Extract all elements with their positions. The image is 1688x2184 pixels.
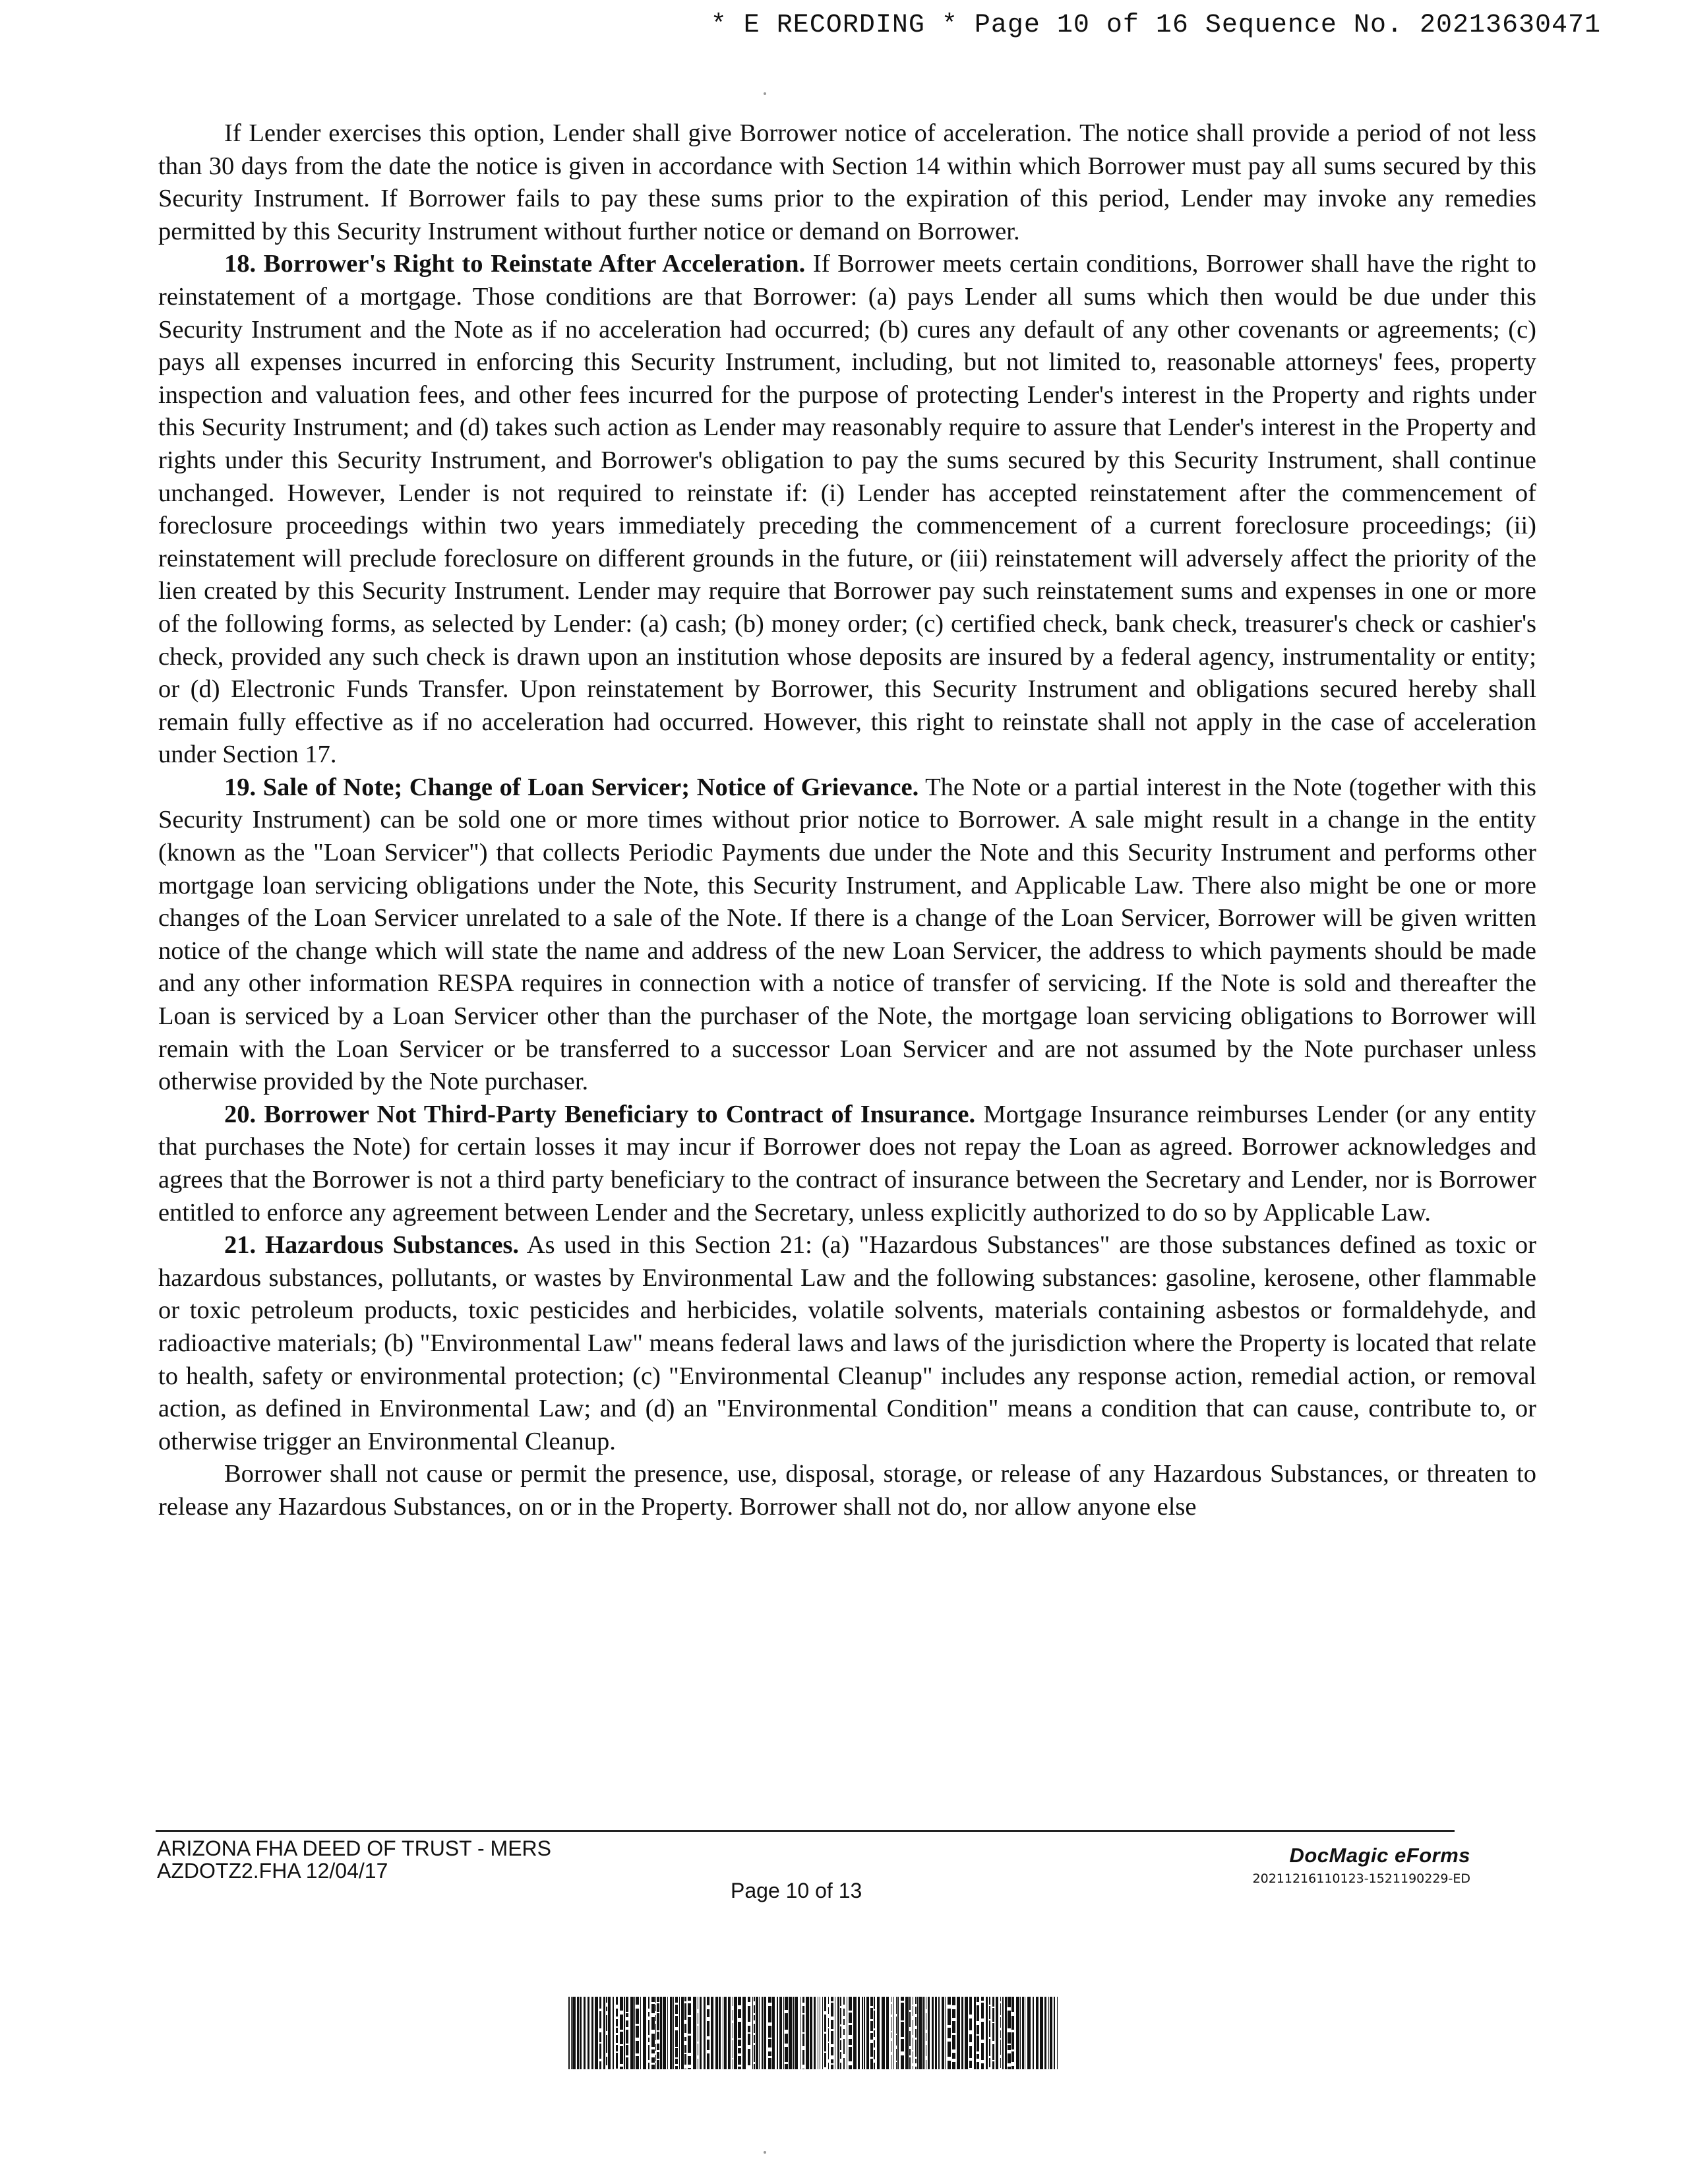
- footer-brand-block: [1253, 1844, 1470, 1886]
- paragraph-section-21: [158, 1229, 1536, 1458]
- paragraph-section-20: [158, 1099, 1536, 1229]
- footer-form-info: [157, 1837, 551, 1882]
- section-heading: 19. Sale of Note; Change of Loan Servicer; Notice of Grievance.: [224, 773, 919, 801]
- paragraph-text: Mortgage Insurance reimburses Lender (or any entity that purchases the Note) for certain losses it may incur if Borrower does not repay the Loan as agreed. Borrower acknowledges and agrees that the Borrower is not a third party beneficiary to the contract of insurance between the Secretary and Lender, nor is Borrower entitled to enforce any agreement between Lender and the Secretary, unless explicitly authorized to do so by Applicable Law.: [158, 1100, 1537, 1227]
- paragraph-section-21-continued: [158, 1458, 1536, 1523]
- form-title: ARIZONA FHA DEED OF TRUST - MERS: [157, 1836, 551, 1860]
- paragraph-section-18: [158, 248, 1536, 772]
- scan-speck: [764, 2151, 766, 2154]
- paragraph-text: If Borrower meets certain conditions, Borrower shall have the right to reinstatement of a mortgage. Those conditions are that Borrower: (a) pays Lender all sums which then would be due under this Security Instrument and the Note as if no acceleration had occurred; (b) cures any default of any other covenants or agreements; (c) pays all expenses incurred in enforcing this Security Instrument, including, but not limited to, reasonable attorneys' fees, property inspection and valuation fees, and other fees incurred for the purpose of protecting Lender's interest in the Property and rights under this Security Instrument; and (d) takes such action as Lender may reasonably require to assure that Lender's interest in the Property and rights under this Security Instrument, and Borrower's obligation to pay the sums secured by this Security Instrument, shall continue unchanged. However, Lender is not required to reinstate if: (i) Lender has accepted reinstatement after the commencement of foreclosure proceedings within two years immediately preceding the commencement of a current foreclosure proceedings; (ii) reinstatement will preclude foreclosure on different grounds in the future, or (iii) reinstatement will adversely affect the priority of the lien created by this Security Instrument. Lender may require that Borrower pay such reinstatement sums and expenses in one or more of the following forms, as selected by Lender: (a) cash; (b) money order; (c) certified check, bank check, treasurer's check or cashier's check, provided any such check is drawn upon an institution whose deposits are insured by a federal agency, instrumentality or entity; or (d) Electronic Funds Transfer. Upon reinstatement by Borrower, this Security Instrument and obligations secured hereby shall remain fully effective as if no acceleration had occurred. However, this right to reinstate shall not apply in the case of acceleration under Section 17.: [158, 250, 1537, 769]
- document-id: 20211216110123-1521190229-ED: [1252, 1871, 1470, 1886]
- scan-speck: [764, 92, 766, 95]
- paragraph-text: If Lender exercises this option, Lender shall give Borrower notice of acceleration. The notice shall provide a period of not less than 30 days from the date the notice is given in accordance with Section 14 within which Borrower must pay all sums secured by this Security Instrument. If Borrower fails to pay these sums prior to the expiration of this period, Lender may invoke any remedies permitted by this Security Instrument without further notice or demand on Borrower.: [158, 119, 1536, 245]
- paragraph-text: As used in this Section 21: (a) "Hazardous Substances" are those substances defined as toxic or hazardous substances, pollutants, or wastes by Environmental Law and the following substances: gasoline, kerosene, other flammable or toxic petroleum products, toxic pesticides and herbicides, volatile solvents, materials containing asbestos or formaldehyde, and radioactive materials; (b) "Environmental Law" means federal laws and laws of the jurisdiction where the Property is located that relate to health, safety or environmental protection; (c) "Environmental Cleanup" includes any response action, remedial action, or removal action, as defined in Environmental Law; and (d) an "Environmental Condition" means a condition that can cause, contribute to, or otherwise trigger an Environmental Cleanup.: [158, 1231, 1536, 1455]
- footer-divider: [156, 1830, 1455, 1832]
- barcode-image: [568, 1997, 1058, 2069]
- paragraph-text: The Note or a partial interest in the Note (together with this Security Instrument) can be sold one or more times without prior notice to Borrower. A sale might result in a change in the entity (known as the "Loan Servicer") that collects Periodic Payments due under the Note and this Security Instrument and performs other mortgage loan servicing obligations under the Note, this Security Instrument, and Applicable Law. There also might be one or more changes of the Loan Servicer unrelated to a sale of the Note. If there is a change of the Loan Servicer, Borrower will be given written notice of the change which will state the name and address of the new Loan Servicer, the address to which payments should be made and any other information RESPA requires in connection with a notice of transfer of servicing. If the Note is sold and thereafter the Loan is serviced by a Loan Servicer other than the purchaser of the Note, the mortgage loan servicing obligations to Borrower will remain with the Loan Servicer or be transferred to a successor Loan Servicer and are not assumed by the Note purchaser unless otherwise provided by the Note purchaser.: [158, 773, 1536, 1096]
- section-heading: 20. Borrower Not Third-Party Beneficiary to Contract of Insurance.: [224, 1100, 976, 1128]
- paragraph-section-19: [158, 772, 1536, 1099]
- paragraph-text: Borrower shall not cause or permit the presence, use, disposal, storage, or release of any Hazardous Substances, or threaten to release any Hazardous Substances, on or in the Property. Borrower shall not do, nor allow anyone else: [158, 1460, 1536, 1521]
- form-code: AZDOTZ2.FHA 12/04/17: [157, 1859, 388, 1883]
- docmagic-logo: DocMagic eForms: [1289, 1844, 1470, 1867]
- page-number: Page 10 of 13: [731, 1879, 862, 1902]
- document-body: [158, 117, 1536, 1524]
- section-heading: 18. Borrower's Right to Reinstate After Acceleration.: [224, 250, 806, 278]
- section-heading: 21. Hazardous Substances.: [224, 1231, 520, 1259]
- recording-stamp-header: * E RECORDING * Page 10 of 16 Sequence No. 20213630471: [710, 11, 1601, 40]
- paragraph-acceleration-notice: [158, 117, 1536, 248]
